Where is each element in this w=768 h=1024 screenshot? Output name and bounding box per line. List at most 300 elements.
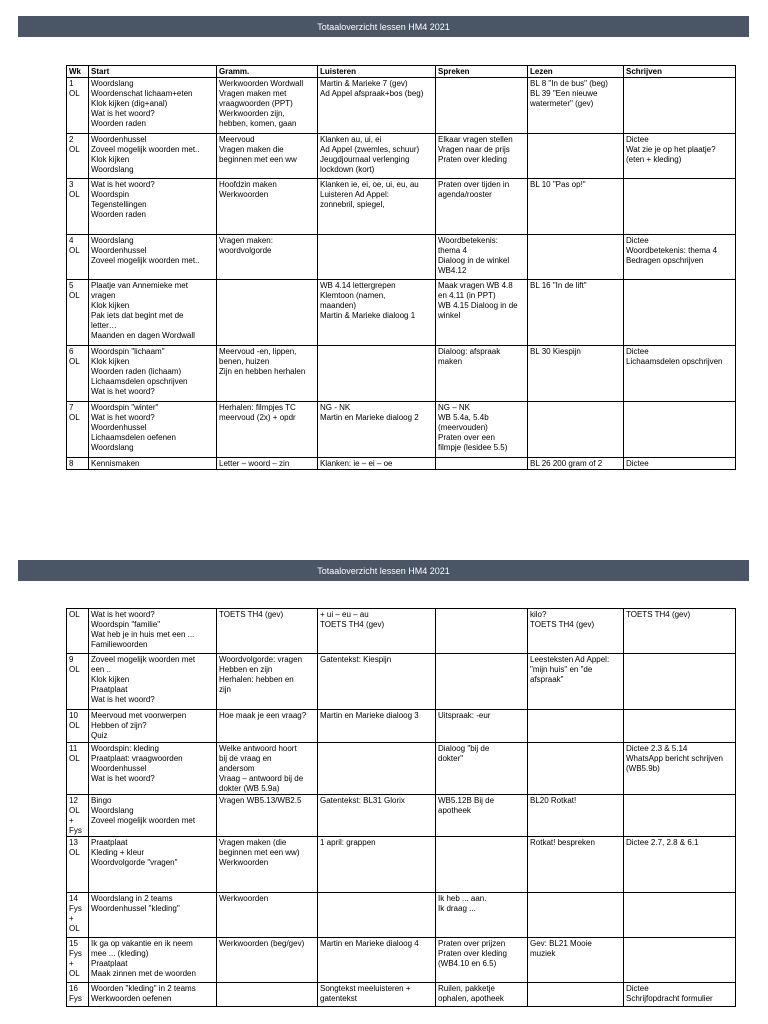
cell-line: apotheek: [438, 806, 471, 815]
cell-line: OL: [69, 848, 80, 857]
cell-line: OL: [69, 665, 80, 674]
cell-line: BL 16 "In de lift": [530, 281, 587, 290]
cell-line: Wat is het woord?: [91, 413, 155, 422]
cell-line: BL 39 "Een nieuwe: [530, 89, 598, 98]
grammar-cell: [217, 78, 318, 134]
cell-line: Wat heb je in huis met een ...: [91, 630, 195, 639]
grammar-cell: [217, 134, 318, 179]
cell-line: Klok kijken: [91, 301, 130, 310]
cell-line: Kleding + kleur: [91, 848, 145, 857]
start-cell: [89, 179, 217, 235]
cell-line: Vragen maken (die: [219, 838, 287, 847]
page-1-banner: [18, 16, 749, 37]
cell-line: beginnen met een ww: [219, 155, 297, 164]
listening-cell: [318, 837, 436, 893]
cell-line: Werkwoorden: [219, 894, 269, 903]
cell-line: Herhalen: hebben en: [219, 675, 294, 684]
speaking-cell: [436, 179, 528, 235]
cell-line: Dictee: [626, 236, 649, 245]
cell-line: Klok kijken: [91, 357, 130, 366]
cell-line: Werkwoorden: [219, 858, 269, 867]
cell-line: Woordslang in 2 teams: [91, 894, 173, 903]
cell-line: Wat is het woord?: [91, 610, 155, 619]
cell-line: een ..: [91, 665, 112, 674]
cell-line: TOETS TH4 (gev): [320, 620, 385, 629]
cell-line: Woordspin "lichaam": [91, 347, 165, 356]
cell-line: Pak iets dat begint met de: [91, 311, 184, 320]
cell-line: beginnen met een ww): [219, 848, 300, 857]
grammar-cell: [217, 235, 318, 280]
cell-line: Zoveel mogelijk woorden met: [91, 655, 196, 664]
cell-line: agenda/rooster: [438, 190, 492, 199]
week-cell: [67, 654, 89, 710]
table-row: [67, 654, 736, 710]
grammar-cell: [217, 458, 318, 470]
listening-cell: [318, 710, 436, 743]
start-cell: [89, 837, 217, 893]
week-cell: [67, 983, 89, 1007]
cell-line: Quiz: [91, 731, 108, 740]
cell-line: 1 april: grappen: [320, 838, 376, 847]
cell-line: OL: [69, 413, 80, 422]
grammar-cell: [217, 280, 318, 346]
listening-cell: [318, 458, 436, 470]
cell-line: Martin en Marieke dialoog 2: [320, 413, 419, 422]
table-header-row: [67, 66, 736, 78]
cell-line: Woordenhussel: [91, 246, 147, 255]
cell-line: 8: [69, 459, 74, 468]
cell-line: Klok kijken (dig+anal): [91, 99, 168, 108]
grammar-cell: [217, 179, 318, 235]
listening-cell: [318, 654, 436, 710]
cell-line: Uitspraak: -eur: [438, 711, 491, 720]
cell-line: maanden): [320, 301, 357, 310]
cell-line: Woordvolgorde "vragen": [91, 858, 178, 867]
reading-cell: [528, 743, 624, 795]
cell-line: Wat is het woord?: [91, 774, 155, 783]
cell-line: Woorden raden: [91, 210, 146, 219]
cell-line: maken: [438, 357, 463, 366]
cell-line: Kennismaken: [91, 459, 140, 468]
cell-line: woordvolgorde: [219, 246, 272, 255]
cell-line: Elkaar vragen stellen: [438, 135, 513, 144]
writing-cell: [624, 179, 736, 235]
cell-line: Zijn en hebben herhalen: [219, 367, 306, 376]
cell-line: Praten over een: [438, 433, 495, 442]
listening-cell: [318, 235, 436, 280]
grammar-cell: [217, 938, 318, 983]
cell-line: 12: [69, 796, 78, 805]
cell-line: 2: [69, 135, 74, 144]
cell-line: Letter – woord – zin: [219, 459, 290, 468]
speaking-cell: [436, 609, 528, 654]
cell-line: Dialoog in de winkel: [438, 256, 510, 265]
cell-line: 4: [69, 236, 74, 245]
cell-line: BL 30 Kiespijn: [530, 347, 581, 356]
listening-cell: [318, 938, 436, 983]
cell-line: Praten over tijden in: [438, 180, 510, 189]
cell-line: OL: [69, 246, 80, 255]
week-cell: [67, 346, 89, 402]
week-cell: [67, 134, 89, 179]
table-row: [67, 134, 736, 179]
cell-line: WB4.12: [438, 266, 467, 275]
table-row: [67, 710, 736, 743]
cell-line: winkel: [438, 311, 461, 320]
listening-cell: [318, 179, 436, 235]
speaking-cell: [436, 134, 528, 179]
cell-line: +: [69, 914, 74, 923]
start-cell: [89, 743, 217, 795]
writing-cell: [624, 710, 736, 743]
listening-cell: [318, 893, 436, 938]
week-cell: [67, 938, 89, 983]
cell-line: Gatentekst: Kiespijn: [320, 655, 392, 664]
writing-cell: [624, 235, 736, 280]
cell-line: OL: [69, 610, 80, 619]
speaking-cell: [436, 710, 528, 743]
reading-cell: [528, 458, 624, 470]
cell-line: BL 8 "In de bus" (beg): [530, 79, 608, 88]
cell-line: (WB4.10 en 6.5): [438, 959, 497, 968]
lesson-overview-table-page-1: [66, 65, 736, 470]
cell-line: 16: [69, 984, 78, 993]
cell-line: Maanden en dagen Wordwall: [91, 331, 195, 340]
cell-line: Woordenhussel: [91, 423, 147, 432]
listening-cell: [318, 983, 436, 1007]
table-row: [67, 743, 736, 795]
reading-cell: [528, 134, 624, 179]
cell-line: Leesteksten Ad Appel:: [530, 655, 610, 664]
cell-line: Ik heb ... aan.: [438, 894, 487, 903]
cell-line: Woorden "kleding" in 2 teams: [91, 984, 196, 993]
cell-line: Dictee 2.7, 2.8 & 6.1: [626, 838, 699, 847]
cell-line: andersom: [219, 764, 255, 773]
table-row: [67, 280, 736, 346]
cell-line: letter…: [91, 321, 117, 330]
reading-cell: [528, 346, 624, 402]
cell-line: kilo?: [530, 610, 547, 619]
cell-line: Ik ga op vakantie en ik neem: [91, 939, 193, 948]
cell-line: WB 4.15 Dialoog in de: [438, 301, 518, 310]
cell-line: zijn: [219, 685, 232, 694]
start-cell: [89, 609, 217, 654]
cell-line: Woordbetekenis:: [438, 236, 498, 245]
cell-line: BL20 Rotkat!: [530, 796, 577, 805]
grammar-cell: [217, 609, 318, 654]
cell-line: zonnebril, spiegel,: [320, 200, 385, 209]
cell-line: Ruilen, pakketje: [438, 984, 495, 993]
cell-line: Ik draag ...: [438, 904, 476, 913]
reading-cell: [528, 893, 624, 938]
cell-line: TOETS TH4 (gev): [626, 610, 691, 619]
week-cell: [67, 402, 89, 458]
cell-line: 6: [69, 347, 74, 356]
cell-line: Praatplaat: vraagwoorden: [91, 754, 183, 763]
reading-cell: [528, 179, 624, 235]
listening-cell: [318, 134, 436, 179]
speaking-cell: [436, 795, 528, 837]
cell-line: Ad Appel (zwemles, schuur): [320, 145, 420, 154]
cell-line: lockdown (kort): [320, 165, 375, 174]
cell-line: Bedragen opschrijven: [626, 256, 704, 265]
cell-line: Gev: BL21 Mooie: [530, 939, 592, 948]
grammar-cell: [217, 710, 318, 743]
cell-line: Wat is het woord?: [91, 695, 155, 704]
cell-line: Wat is het woord?: [91, 387, 155, 396]
cell-line: Hoofdzin maken: [219, 180, 277, 189]
reading-cell: [528, 78, 624, 134]
start-cell: [89, 402, 217, 458]
cell-line: Hebben en zijn: [219, 665, 273, 674]
cell-line: Lichaamsdelen oefenen: [91, 433, 176, 442]
week-cell: [67, 78, 89, 134]
cell-line: WhatsApp bericht schrijven: [626, 754, 723, 763]
cell-line: Woordslang: [91, 79, 134, 88]
cell-line: Maak zinnen met de woorden: [91, 969, 196, 978]
writing-cell: [624, 983, 736, 1007]
cell-line: OL: [69, 969, 80, 978]
cell-line: Vragen maken:: [219, 236, 273, 245]
listening-cell: [318, 609, 436, 654]
cell-line: Martin & Marieke dialoog 1: [320, 311, 416, 320]
start-cell: [89, 134, 217, 179]
cell-line: Klok kijken: [91, 675, 130, 684]
cell-line: Meervoud met voorwerpen: [91, 711, 187, 720]
reading-cell: [528, 795, 624, 837]
writing-cell: [624, 402, 736, 458]
cell-line: benen, huizen: [219, 357, 270, 366]
cell-line: vragen: [91, 291, 116, 300]
header-listening: Luisteren: [318, 66, 436, 78]
cell-line: Woordslang: [91, 165, 134, 174]
cell-line: Dictee 2.3 & 5.14: [626, 744, 688, 753]
cell-line: Praatplaat: [91, 838, 128, 847]
page-2-banner: [18, 560, 749, 581]
table-row: [67, 402, 736, 458]
cell-line: Woordenschat lichaam+eten: [91, 89, 193, 98]
cell-line: Bingo: [91, 796, 112, 805]
cell-line: filmpje (lesidee 5.5): [438, 443, 508, 452]
start-cell: [89, 710, 217, 743]
table-row: [67, 179, 736, 235]
cell-line: Vragen WB5.13/WB2.5: [219, 796, 302, 805]
start-cell: [89, 893, 217, 938]
speaking-cell: [436, 235, 528, 280]
cell-line: OL: [69, 754, 80, 763]
cell-line: Woordenhussel: [91, 135, 147, 144]
start-cell: [89, 938, 217, 983]
cell-line: TOETS TH4 (gev): [219, 610, 284, 619]
cell-line: Praatplaat: [91, 959, 128, 968]
table-row: [67, 346, 736, 402]
speaking-cell: [436, 346, 528, 402]
cell-line: Maak vragen WB 4.8: [438, 281, 513, 290]
cell-line: Luisteren Ad Appel:: [320, 190, 389, 199]
listening-cell: [318, 795, 436, 837]
writing-cell: [624, 654, 736, 710]
speaking-cell: [436, 654, 528, 710]
cell-line: vraagwoorden (PPT): [219, 99, 293, 108]
cell-line: Woordbetekenis: thema 4: [626, 246, 718, 255]
speaking-cell: [436, 280, 528, 346]
cell-line: WB 5.4a, 5.4b: [438, 413, 489, 422]
cell-line: Woorden raden (lichaam): [91, 367, 182, 376]
cell-line: Vragen maken met: [219, 89, 287, 98]
cell-line: Praatplaat: [91, 685, 128, 694]
week-cell: [67, 235, 89, 280]
header-speaking: Spreken: [436, 66, 528, 78]
start-cell: [89, 280, 217, 346]
writing-cell: [624, 458, 736, 470]
cell-line: Praten over kleding: [438, 949, 507, 958]
cell-line: bij de vraag en: [219, 754, 272, 763]
cell-line: dokter": [438, 754, 464, 763]
writing-cell: [624, 893, 736, 938]
cell-line: Hoe maak je een vraag?: [219, 711, 307, 720]
cell-line: Ad Appel afspraak+bos (beg): [320, 89, 424, 98]
cell-line: Werkwoorden: [219, 190, 269, 199]
cell-line: OL: [69, 145, 80, 154]
cell-line: 10: [69, 711, 78, 720]
cell-line: Familiewoorden: [91, 640, 148, 649]
cell-line: Plaatje van Annemieke met: [91, 281, 188, 290]
week-cell: [67, 179, 89, 235]
page-2-banner-title: Totaaloverzicht lessen HM4 2021: [317, 565, 450, 576]
cell-line: 14: [69, 894, 78, 903]
header-start: Start: [89, 66, 217, 78]
reading-cell: [528, 837, 624, 893]
cell-line: Wat is het woord?: [91, 109, 155, 118]
cell-line: NG – NK: [438, 403, 471, 412]
week-cell: [67, 609, 89, 654]
cell-line: +: [69, 959, 74, 968]
week-cell: [67, 458, 89, 470]
start-cell: [89, 795, 217, 837]
cell-line: meervoud (2x) + opdr: [219, 413, 296, 422]
cell-line: Werkwoorden (beg/gev): [219, 939, 305, 948]
header-writing: Schrijven: [624, 66, 736, 78]
cell-line: Martin en Marieke dialoog 3: [320, 711, 419, 720]
cell-line: Zoveel mogelijk woorden met..: [91, 145, 200, 154]
cell-line: Martin en Marieke dialoog 4: [320, 939, 419, 948]
cell-line: thema 4: [438, 246, 467, 255]
cell-line: OL: [69, 721, 80, 730]
cell-line: Songtekst meeluisteren +: [320, 984, 411, 993]
cell-line: Lichaamsdelen opschrijven: [626, 357, 723, 366]
cell-line: afspraak": [530, 675, 564, 684]
speaking-cell: [436, 983, 528, 1007]
cell-line: Dictee: [626, 459, 649, 468]
cell-line: +: [69, 816, 74, 825]
grammar-cell: [217, 743, 318, 795]
cell-line: 13: [69, 838, 78, 847]
writing-cell: [624, 346, 736, 402]
cell-line: OL: [69, 89, 80, 98]
table-row: [67, 837, 736, 893]
reading-cell: [528, 280, 624, 346]
cell-line: "mijn huis" en "de: [530, 665, 593, 674]
cell-line: Fys: [69, 994, 82, 1003]
start-cell: [89, 654, 217, 710]
cell-line: Welke antwoord hoort: [219, 744, 297, 753]
grammar-cell: [217, 795, 318, 837]
cell-line: OL: [69, 190, 80, 199]
grammar-cell: [217, 346, 318, 402]
cell-line: Praten over kleding: [438, 155, 507, 164]
cell-line: Herhalen: filmpjes TC: [219, 403, 296, 412]
speaking-cell: [436, 402, 528, 458]
speaking-cell: [436, 78, 528, 134]
cell-line: Dictee: [626, 135, 649, 144]
cell-line: Woordspin: kleding: [91, 744, 159, 753]
start-cell: [89, 458, 217, 470]
cell-line: OL: [69, 806, 80, 815]
cell-line: Woordslang: [91, 806, 134, 815]
writing-cell: [624, 743, 736, 795]
cell-line: Klanken: ie – ei – oe: [320, 459, 393, 468]
header-grammar: Gramm.: [217, 66, 318, 78]
grammar-cell: [217, 837, 318, 893]
cell-line: NG - NK: [320, 403, 351, 412]
cell-line: Werkwoorden Wordwall: [219, 79, 304, 88]
grammar-cell: [217, 983, 318, 1007]
cell-line: Woordvolgorde: vragen: [219, 655, 303, 664]
cell-line: Martin & Marieke 7 (gev): [320, 79, 408, 88]
week-cell: [67, 280, 89, 346]
cell-line: Woordspin "familie": [91, 620, 161, 629]
cell-line: Dialoog "bij de: [438, 744, 490, 753]
writing-cell: [624, 795, 736, 837]
cell-line: OL: [69, 291, 80, 300]
start-cell: [89, 983, 217, 1007]
cell-line: Dictee: [626, 984, 649, 993]
cell-line: Woordspin: [91, 190, 130, 199]
listening-cell: [318, 402, 436, 458]
cell-line: Gatentekst: BL31 Glorix: [320, 796, 405, 805]
cell-line: 3: [69, 180, 74, 189]
speaking-cell: [436, 837, 528, 893]
cell-line: TOETS TH4 (gev): [530, 620, 595, 629]
cell-line: Woordspin "winter": [91, 403, 159, 412]
cell-line: 5: [69, 281, 74, 290]
table-row: [67, 893, 736, 938]
writing-cell: [624, 837, 736, 893]
week-cell: [67, 743, 89, 795]
cell-line: Werkwoorden oefenen: [91, 994, 172, 1003]
cell-line: Woordslang: [91, 236, 134, 245]
cell-line: en 4.11 (in PPT): [438, 291, 496, 300]
cell-line: Wat zie je op het plaatje?: [626, 145, 716, 154]
cell-line: Klemtoon (namen,: [320, 291, 386, 300]
page-1-banner-title: Totaaloverzicht lessen HM4 2021: [317, 21, 450, 32]
speaking-cell: [436, 458, 528, 470]
grammar-cell: [217, 893, 318, 938]
cell-line: Woordenhussel "kleding": [91, 904, 180, 913]
cell-line: watermeter" (gev): [530, 99, 594, 108]
table-row: [67, 235, 736, 280]
start-cell: [89, 346, 217, 402]
cell-line: Klanken au, ui, ei: [320, 135, 382, 144]
speaking-cell: [436, 938, 528, 983]
cell-line: 7: [69, 403, 74, 412]
cell-line: ophalen, apotheek: [438, 994, 504, 1003]
cell-line: Klanken ie, ei, oe, ui, eu, au: [320, 180, 419, 189]
reading-cell: [528, 235, 624, 280]
cell-line: Hebben of zijn?: [91, 721, 147, 730]
week-cell: [67, 795, 89, 837]
table-row: [67, 458, 736, 470]
